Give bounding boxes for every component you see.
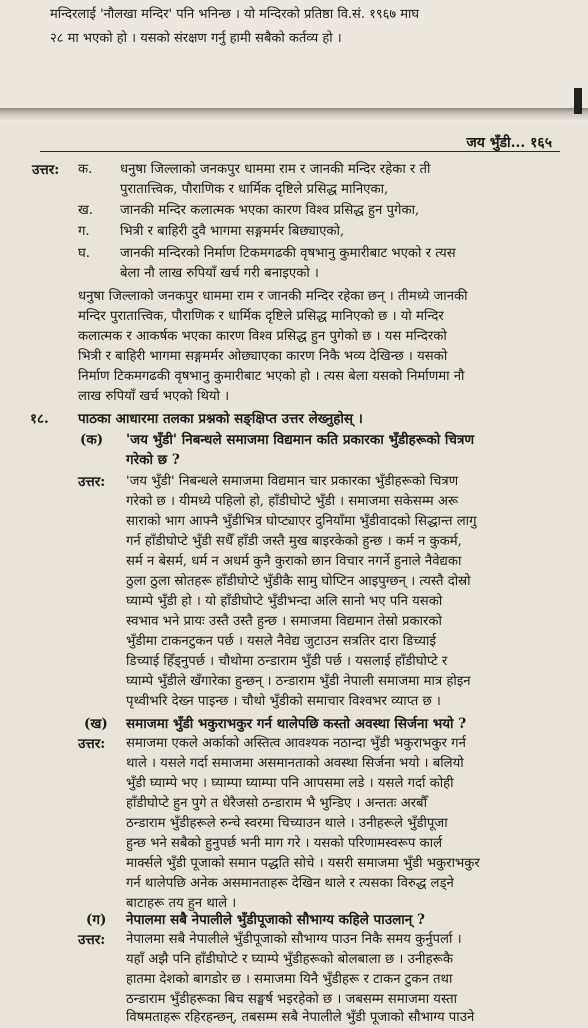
item-label: घ.: [78, 246, 90, 261]
answer-line: डिच्याई हिँड्नुपर्छ । चौथोमा ठन्डाराम भुँडी पर्छ । यसलाई हाँडीघोप्टे र: [126, 654, 448, 669]
answer-label: उत्तर:: [78, 474, 106, 490]
subquestion-text: नेपालमा सबै नेपालीले भुँडीपूजाको सौभाग्य कहिले पाउलान् ?: [126, 912, 425, 928]
answer-line: हुन्छ भने सबैको हुनुपर्छ भनी माग गरे । यसको परिणामस्वरूप कार्ल: [126, 836, 443, 851]
item-text: भित्री र बाहिरी दुवै भागमा सङ्गमर्मर बिछ्याएको,: [120, 224, 345, 239]
answer-line: गर्न हाँडीघोप्टे भुँडी सधैँ हाँडी जस्तै मुख बाइरकेको हुन्छ । कर्म न कुकर्म,: [126, 534, 462, 549]
answer-line: बाटाहरू तय हुन थाले ।: [126, 896, 237, 911]
answer-line: 'जय भुँडी' निबन्धले समाजमा विद्यमान चार प्रकारका भुँडीहरूको चित्रण: [126, 474, 459, 489]
answer-line: भुँडीमा टाकनटुकन पर्छ । यसले नैवेद्य जुटाउन सत्रतिर दारा डिच्याई: [126, 634, 436, 649]
answer-line: स्वभाव भने प्रायः उस्तै उस्तै हुन्छ । समाजमा विद्यमान तेस्रो प्रकारको: [126, 614, 442, 629]
answer-line: गर्न थालेपछि अनेक असमानताहरू देखिन थाले र त्यसका विरुद्ध लड्ने: [126, 876, 454, 891]
answer-line: घ्याम्पे भुँडीले खँगारेका हुन्छन् । ठन्डाराम भुँडी नेपाली समाजमा मात्र होइन: [126, 674, 471, 689]
answer-line: समाजमा एकले अर्काको अस्तित्व आवश्यक नठान्दा भुँडी भकुराभकुर गर्न: [126, 736, 466, 751]
fold-mark: [574, 88, 582, 114]
paragraph-line: लाख रुपियाँ खर्च भएको थियो ।: [78, 389, 230, 404]
item-text: जानकी मन्दिर कलात्मक भएका कारण विश्व प्रसिद्ध हुन पुगेका,: [120, 203, 420, 218]
paragraph-line: निर्माण टिकमगढकी वृषभानु कुमारीबाट भएको हो । त्यस बेला यसको निर्माणमा नौ: [78, 369, 465, 384]
subquestion-text: समाजमा भुँडी भकुराभकुर गर्न थालेपछि कस्तो अवस्था सिर्जना भयो ?: [126, 716, 467, 732]
paragraph-line: मन्दिर पुरातात्त्विक, पौराणिक र धार्मिक दृष्टिले प्रसिद्ध मानिएको छ । यो मन्दिर: [78, 309, 444, 324]
answer-line: सर्म न बेसर्म, धर्म न अधर्म कुनै कुराको छान विचार नगर्ने हुनाले नैवेद्यका: [126, 554, 462, 569]
subquestion-text: गरेको छ ?: [126, 452, 180, 468]
answer-line: गरेको छ । यीमध्ये पहिलो हो, हाँडीघोप्टे भुँडी । समाजमा सकेसम्म अरू: [126, 494, 459, 509]
paragraph-line: भित्री र बाहिरी भागमा सङ्गमर्मर ओछ्याएका कारण निकै भव्य देखिन्छ । यसको: [78, 349, 448, 364]
item-text: बेला नौ लाख रुपियाँ खर्च गरी बनाइएको ।: [120, 266, 319, 281]
subquestion-label: (ग): [86, 912, 107, 928]
subquestion-label: (ख): [84, 716, 108, 732]
answer-line: यहाँ अझै पनि हाँडीघोप्टे र घ्याम्पे भुँडीहरूको बोलबाला छ । उनीहरूकै: [126, 952, 453, 967]
answer-line: साराको भाग आफ्नै भुँडीभित्र घोप्ट्याएर दुनियाँमा भुँडीवादको सिद्धान्त लागु: [126, 514, 477, 529]
answer-label: उत्तर:: [78, 932, 106, 948]
answer-line: हातमा देशको बागडोर छ । समाजमा यिनै भुँडीहरू र टाकन टुकन तथा: [126, 972, 453, 987]
answer-line: ठन्डाराम भुँडीहरूका बिच सङ्घर्ष भइरहेको छ । जबसम्म समाजमा यस्ता: [126, 992, 458, 1007]
text-line: मन्दिरलाई 'नौलखा मन्दिर' पनि भनिन्छ । यो मन्दिरको प्रतिष्ठा वि.सं. १९६७ माघ: [50, 7, 420, 22]
page-fold-shadow: [0, 108, 588, 122]
text-line: २८ मा भएको हो । यसको संरक्षण गर्नु हामी सबैको कर्तव्य हो ।: [50, 31, 342, 46]
running-header: जय भुँडी... १६५: [466, 135, 552, 151]
answer-label: उत्तर:: [32, 162, 60, 178]
subquestion-text: 'जय भुँडी' निबन्धले समाजमा विद्यमान कति प्रकारका भुँडीहरूको चित्रण: [126, 432, 475, 448]
answer-line: भुँडी घ्याम्पे भए । घ्याम्पा घ्याम्पा पनि आपसमा लडे । यसले गर्दा कोही: [126, 776, 454, 791]
item-text: जानकी मन्दिरको निर्माण टिकमगढकी वृषभानु कुमारीबाट भएको र त्यस: [120, 246, 456, 261]
subquestion-label: (क): [80, 432, 104, 448]
item-text: पुरातात्त्विक, पौराणिक र धार्मिक दृष्टिले प्रसिद्ध मानिएका,: [120, 182, 389, 197]
item-label: ख.: [78, 203, 93, 218]
item-label: ग.: [78, 224, 90, 239]
answer-line: विषमताहरू रहिरहन्छन्, तबसम्म सबै नेपालीले भुँडी पूजाको सौभाग्य पाउने: [126, 1010, 475, 1025]
answer-line: मार्क्सले भुँडी पूजाको समान पद्धति सोचे । यसरी समाजमा भुँडी भकुराभकुर: [126, 856, 480, 871]
answer-line: ठन्डाराम भुँडीहरूले रुन्चे स्वरमा चिच्याउन थाले । उनीहरूले भुँडीपूजा: [126, 816, 448, 831]
paragraph-line: कलात्मक र आकर्षक भएका कारण विश्व प्रसिद्ध हुन पुगेको छ । यस मन्दिरको: [78, 329, 447, 344]
question-instruction: पाठका आधारमा तलका प्रश्नको सङ्क्षिप्त उत्तर लेख्नुहोस् ।: [78, 411, 363, 427]
answer-line: हाँडीघोप्टे हुन पुगे त धेरैजसो ठन्डाराम भै भुन्डिए । अन्ततः अरबौँ: [126, 796, 427, 811]
previous-page-fragment: [0, 0, 588, 112]
question-number: १८.: [30, 411, 49, 427]
answer-label: उत्तर:: [78, 736, 106, 752]
answer-line: पृथ्वीभरि देख्न पाइन्छ । चौथो भुँडीको समाचार विश्वभर व्याप्त छ ।: [126, 694, 441, 709]
item-text: धनुषा जिल्लाको जनकपुर धाममा राम र जानकी मन्दिर रहेका र ती: [120, 162, 431, 177]
answer-line: घ्याम्पे भुँडी हो । यो हाँडीघोप्टे भुँडीभन्दा अलि सानो भए पनि यसको: [126, 594, 443, 609]
header-rule: [40, 151, 560, 152]
answer-line: ठुला ठुला स्रोतहरू हाँडीघोप्टे भुँडीकै सामु घोप्टिन आइपुग्छन् । त्यस्तै दोस्रो: [126, 574, 471, 589]
answer-line: नेपालमा सबै नेपालीले भुँडीपूजाको सौभाग्य पाउन निकै समय कुर्नुपर्ला ।: [126, 932, 462, 947]
paragraph-line: धनुषा जिल्लाको जनकपुर धाममा राम र जानकी मन्दिर रहेका छन् । तीमध्ये जानकी: [78, 289, 468, 304]
item-label: क.: [78, 162, 93, 177]
answer-line: थाले । यसले गर्दा समाजमा असमानताको अवस्था सिर्जना भयो । बलियो: [126, 756, 464, 771]
